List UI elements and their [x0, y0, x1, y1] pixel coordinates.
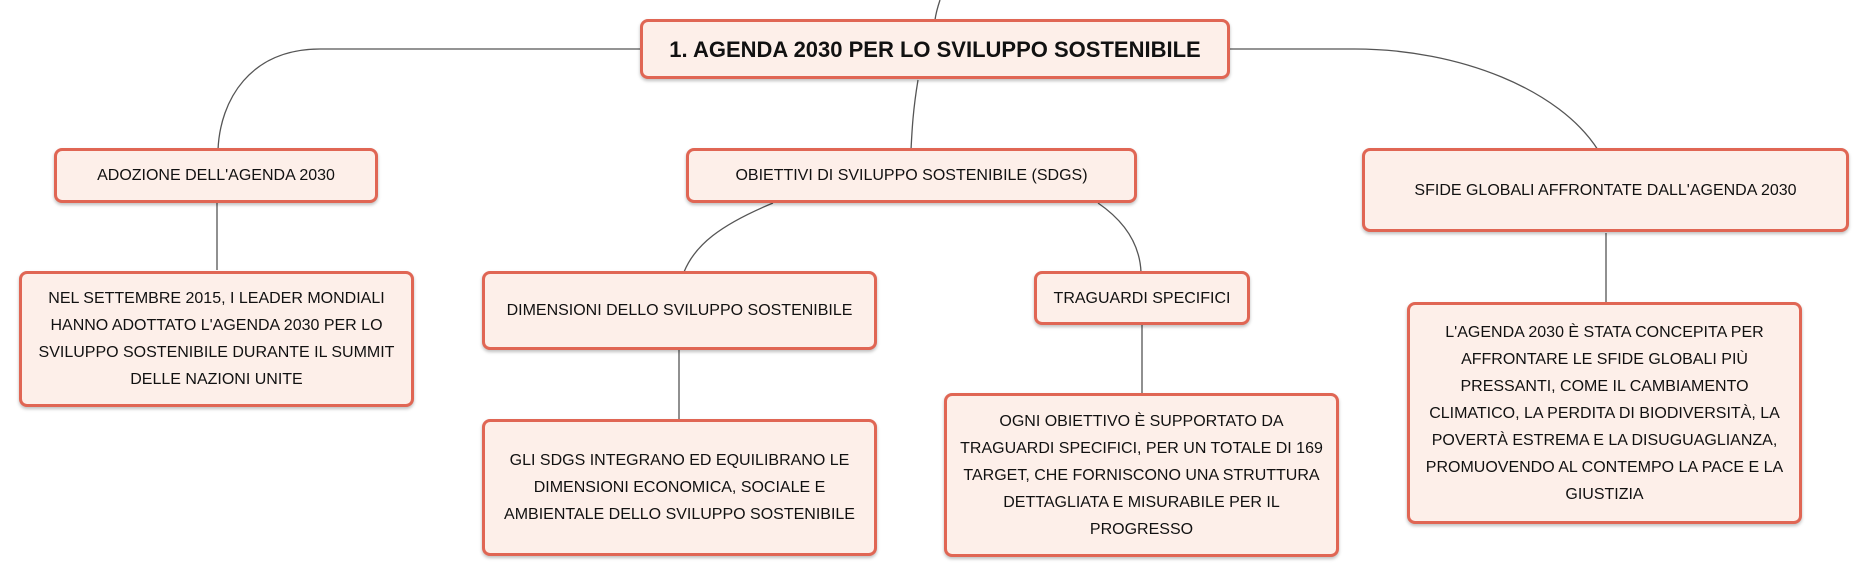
node-root[interactable]: [640, 19, 1230, 79]
node-adozione-desc[interactable]: [19, 271, 414, 407]
node-traguardi-desc[interactable]: [944, 393, 1339, 557]
connector-top-stub: [935, 0, 940, 20]
connector-root-adozione: [218, 49, 641, 150]
node-traguardi[interactable]: [1034, 271, 1250, 325]
node-root-label: 1. AGENDA 2030 PER LO SVILUPPO SOSTENIBILE: [669, 36, 1201, 62]
node-sfide[interactable]: [1362, 148, 1849, 232]
node-adozione-label: ADOZIONE DELL'AGENDA 2030: [97, 167, 335, 184]
connector-root-obiettivi: [911, 80, 918, 150]
node-adozione[interactable]: [54, 148, 378, 203]
node-traguardi-label: TRAGUARDI SPECIFICI: [1053, 289, 1231, 307]
connector-root-sfide: [1228, 49, 1598, 150]
connector-obiettivi-traguardi: [1098, 203, 1141, 272]
node-obiettivi-label: OBIETTIVI DI SVILUPPO SOSTENIBILE (SDGS): [735, 167, 1088, 184]
node-dimensioni-desc[interactable]: [482, 419, 877, 556]
node-obiettivi[interactable]: [686, 148, 1137, 203]
node-dimensioni-label: DIMENSIONI DELLO SVILUPPO SOSTENIBILE: [506, 302, 853, 319]
node-sfide-desc[interactable]: [1407, 302, 1802, 524]
node-dimensioni[interactable]: [482, 271, 877, 350]
connector-obiettivi-dimensioni: [684, 203, 773, 272]
node-traguardi-desc-text: OGNI OBIETTIVO È SUPPORTATO DA TRAGUARDI SPECIFICI, PER UN TOTALE DI 169 TARGET, CHE FORNISCONO UNA STRUTTURA DETTAGLIATA E MISURABILE PER IL PROGRESSO: [960, 412, 1323, 538]
node-adozione-desc-text: NEL SETTEMBRE 2015, I LEADER MONDIALI HANNO ADOTTATO L'AGENDA 2030 PER LO SVILUPPO SOSTENIBILE DURANTE IL SUMMIT DELLE NAZIONI UNITE: [38, 290, 395, 388]
node-sfide-desc-text: L'AGENDA 2030 È STATA CONCEPITA PER AFFRONTARE LE SFIDE GLOBALI PIÙ PRESSANTI, COME IL CAMBIAMENTO CLIMATICO, LA PERDITA DI BIODIVERSITÀ, LA POVERTÀ ESTREMA E LA DISUGUAGLIANZA, PROMUOVENDO AL CONTEMPO LA PACE E LA GIUSTIZIA: [1425, 323, 1784, 503]
node-sfide-label: SFIDE GLOBALI AFFRONTATE DALL'AGENDA 2030: [1414, 181, 1797, 199]
node-dimensioni-desc-text: GLI SDGS INTEGRANO ED EQUILIBRANO LE DIMENSIONI ECONOMICA, SOCIALE E AMBIENTALE DELLO SVILUPPO SOSTENIBILE: [504, 452, 855, 523]
